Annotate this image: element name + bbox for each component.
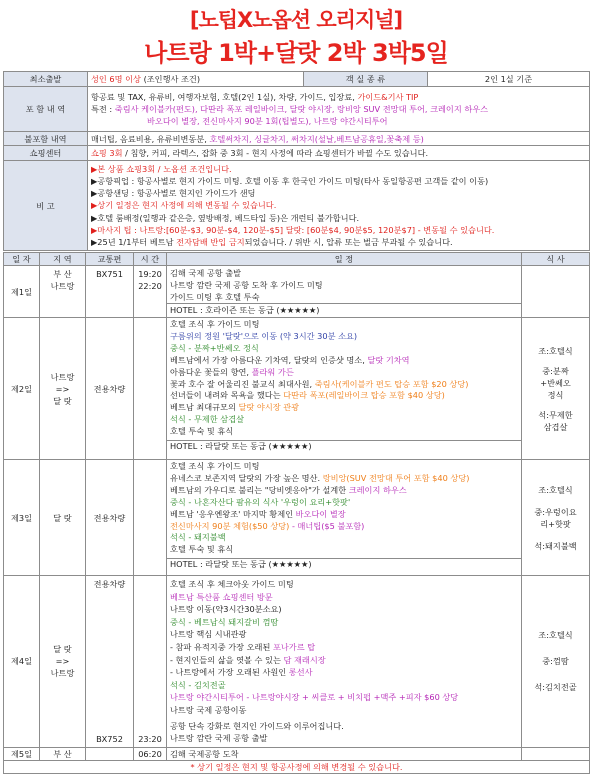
- remarks-label: 비 고: [4, 161, 88, 251]
- excluded-label: 불포함 내역: [4, 132, 88, 146]
- day-region: 부 산 나트랑: [40, 266, 86, 318]
- col-header-meal: 식 사: [522, 253, 590, 266]
- footer-note: * 상기 일정은 현지 및 항공사정에 의해 변경될 수 있습니다.: [4, 760, 590, 773]
- day-meal: 조:호텔식 중:껌땀 석:김치전골: [522, 576, 590, 748]
- room-type-label: 객 실 종 류: [304, 72, 428, 87]
- day-schedule: 호텔 조식 후 가이드 미팅 구름위의 정원 '달랏'으로 이동 (약 3시간 30분 소요) 중식 - 분짜+반쎄오 정식 베트남에서 가장 아름다운 기차역, 달랏의 인증샷 명소, 달랏 기차역 아름다운 꽃들의 향연, 플라워 가든 꽃과 호수 잘 어울리진 불교식 최대사원, 죽림사(케이블카 편도 탑승 포함 $20 상당) 선녀들이 내려와 목욕을 했다는 다딴라 폭포(레일바이크 탑승 포함 $40 상당) 베트남 최대규모의 달랏 야시장 관광 석식 - 무제한 삼겹살 호텔 투숙 및 휴식 HOTEL : 라달랏 또는 동급 (★★★★★): [167, 318, 522, 460]
- day-label: 제5일: [4, 747, 40, 760]
- day-schedule: 김해 국제 공항 출발 나트랑 깜란 국제 공항 도착 후 가이드 미팅 가이드 미팅 후 호텔 투숙 HOTEL : 호라이즌 또는 동급 (★★★★★): [167, 266, 522, 318]
- day-region: 달 랏: [40, 460, 86, 576]
- day-row: [4, 460, 590, 576]
- document-subtitle: 나트랑 1박+달랏 2박 3박5일: [144, 39, 448, 67]
- day-label: 제3일: [4, 460, 40, 576]
- hotel-info: HOTEL : 라달랏 또는 동급 (★★★★★): [167, 558, 521, 571]
- day-label: 제2일: [4, 318, 40, 460]
- shopping-label: 쇼핑센터: [4, 146, 88, 161]
- min-departure-label: 최소출발: [4, 72, 88, 87]
- day-schedule: 호텔 조식 후 체크아웃 가이드 미팅 베트남 특산품 쇼핑센터 방문 나트랑 이동(약3시간30분소요) 중식 - 베트남식 돼지갈비 껌땀 나트랑 핵심 시내관광 - 참파 유적지중 가장 오래된 포나가르 탑 - 현지인들의 삶을 엿볼 수 있는 담 재래시장 - 나트랑에서 가장 오래된 사원인 롱선사 석식 - 김치전골 나트랑 야간시티투어 - 나트랑야시장 + 씨클로 + 비치펍 +맥주 +피자 $60 상당 나트랑 국제 공항이동 공항 단속 강화로 현지인 가이드와 이루어집니다. 나트랑 깜란 국제 공항 출발: [167, 576, 522, 748]
- day-time: 06:20: [134, 747, 167, 760]
- day-region: 부 산: [40, 747, 86, 760]
- day-label: 제1일: [4, 266, 40, 318]
- day-transport: 전용차량: [86, 460, 134, 576]
- hotel-info: HOTEL : 호라이즌 또는 동급 (★★★★★): [167, 303, 521, 316]
- day-row: [4, 266, 590, 318]
- excluded-value: 매너팁, 음료비용, 유류비변동분, 호텔써차지, 싱글차지, 써차지(설날,베트남공휴일,꽃축제 등): [88, 132, 590, 146]
- day-meal: [522, 747, 590, 760]
- col-header-day: 일 자: [4, 253, 40, 266]
- day-schedule: 호텔 조식 후 가이드 미팅 유네스코 보존지역 달랏의 가장 높은 명산. 랑비앙(SUV 전망대 투어 포함 $40 상당) 베트남의 가우디로 불리는 "당비엣응아"가 설계한 크레이지 하우스 중식 - 나혼자산다 팜유의 식사 '우렁이 요리+핫팟' 베트남 '응우옌왕조' 마지막 황제인 바오다이 별장 전신마사지 90분 체험($50 상당) - 매너팁($5 불포함) 석식 - 돼지불백 호텔 투숙 및 휴식 HOTEL : 라달랏 또는 동급 (★★★★★): [167, 460, 522, 576]
- remarks-value: ▶본 상품 쇼핑3회 / 노옵션 조건입니다. ▶공항픽업 : 항공사별로 현지 가이드 미팅. 호텔 이동 후 한국인 가이드 미팅(타사 동일항공편 고객들 같이 이동) ▶공항샌딩 : 항공사별로 현지인 가이드가 샌딩 ▶상기 일정은 현지 사정에 의해 변동될 수 있습니다. ▶호텔 룸배정(일행과 같은층, 옆방배정, 베드타입 등)은 개런티 불가합니다. ▶마사지 팁 : 나트랑:[60분-$3, 90분-$4, 120분-$5] 달랏: [60분$4, 90분$5, 120분$7] - 변동될 수 있습니다. ▶25년 1/1부터 베트남 전자담배 반입 금지되었습니다. / 위반 시, 압류 또는 벌금 부과될 수 있습니다.: [88, 161, 590, 251]
- day-region: 나트랑 => 달 랏: [40, 318, 86, 460]
- col-header-region: 지 역: [40, 253, 86, 266]
- day-time: 23:20: [134, 576, 167, 748]
- hotel-info: HOTEL : 라달랏 또는 동급 (★★★★★): [167, 440, 521, 453]
- day-row: [4, 747, 590, 760]
- day-region: 달 랏 => 나트랑: [40, 576, 86, 748]
- included-label: 포 함 내 역: [4, 87, 88, 132]
- day-row: [4, 318, 590, 460]
- col-header-schedule: 일 정: [167, 253, 522, 266]
- day-time: [134, 318, 167, 460]
- day-time: 19:20 22:20: [134, 266, 167, 318]
- day-meal: 조:호텔식 중:분짜 +반쎄오 정식 석:무제한 삼겹살: [522, 318, 590, 460]
- day-transport: BX751: [86, 266, 134, 318]
- document-title: [노팁X노옵션 오리지널]: [189, 8, 403, 32]
- day-label: 제4일: [4, 576, 40, 748]
- day-time: [134, 460, 167, 576]
- day-transport: 전용차량: [86, 318, 134, 460]
- info-table: [3, 71, 590, 251]
- day-meal: 조:호텔식 중:우렁이요 리+핫팟 석:돼지불백: [522, 460, 590, 576]
- min-departure-value: 성인 6명 이상 (조인행사 조건): [88, 72, 304, 87]
- day-transport: [86, 747, 134, 760]
- shopping-value: 쇼핑 3회 / 침향, 커피, 라텍스, 잡화 중 3회 - 현지 사정에 따라 쇼핑센터가 바뀔 수도 있습니다.: [88, 146, 590, 161]
- included-value: 항공료 및 TAX, 유류비, 여행자보험, 호텔(2인 1실), 차량, 가이드, 입장료, 가이드&기사 TIP 특전 : 죽림사 케이블카(편도), 다딴라 폭포 레일바이크, 달랏 야시장, 랑비앙 SUV 전망대 투어, 크레이지 하우스 바오다이 별장, 전신마사지 90분 1회(팁별도), 나트랑 야간시티투어: [88, 87, 590, 132]
- schedule-table: [3, 252, 590, 774]
- day-schedule: 김해 국제공항 도착: [167, 747, 522, 760]
- day-transport: 전용차량 BX752: [86, 576, 134, 748]
- day-row: [4, 576, 590, 748]
- day-meal: [522, 266, 590, 318]
- col-header-time: 시 간: [134, 253, 167, 266]
- room-type-value: 2인 1실 기준: [428, 72, 590, 87]
- col-header-transport: 교통편: [86, 253, 134, 266]
